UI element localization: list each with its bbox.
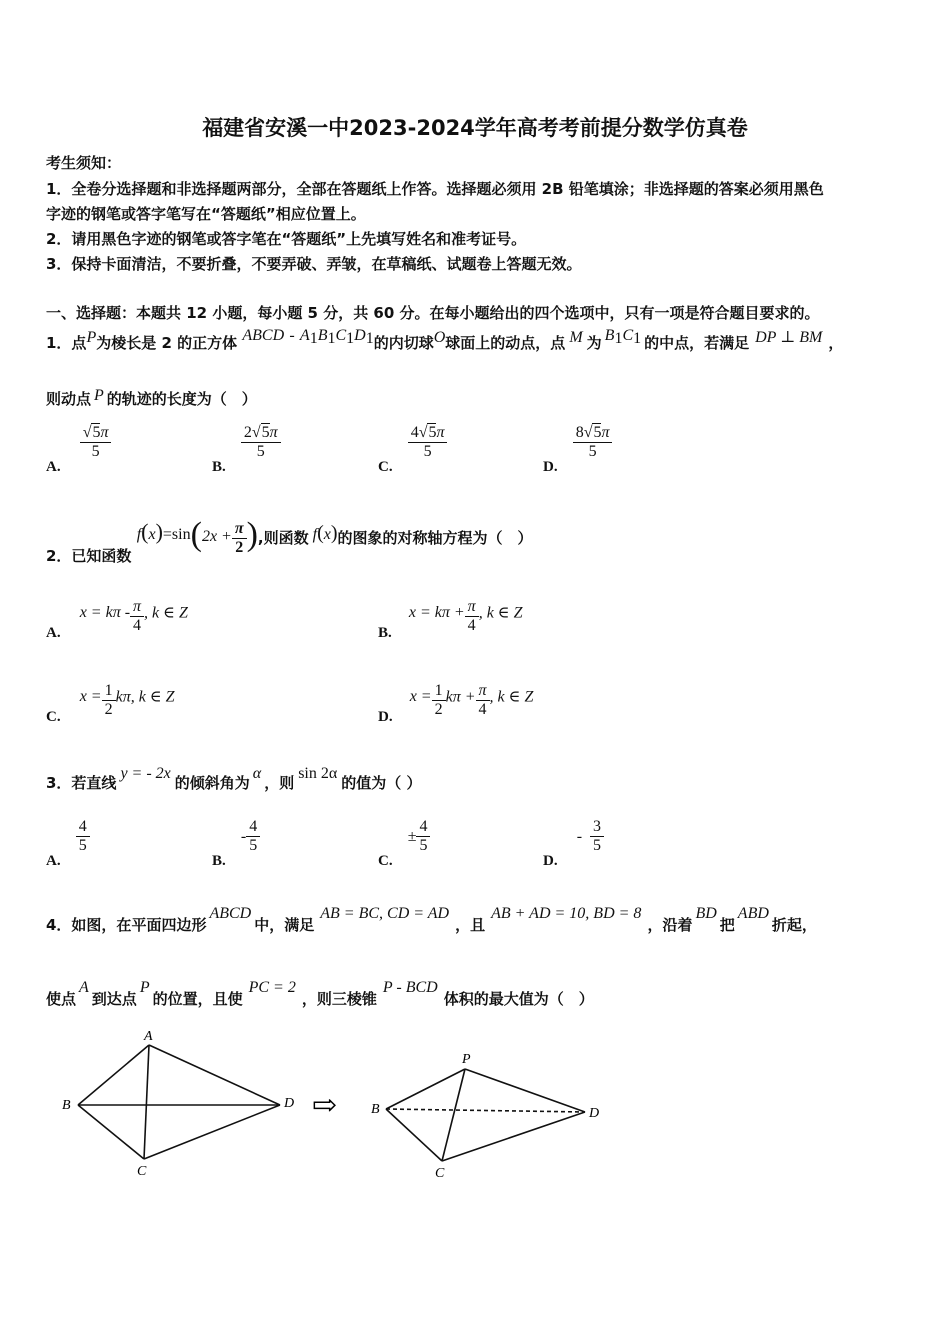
denominator: 5 — [78, 837, 87, 855]
section-heading: 一、选择题：本题共 12 小题，每小题 5 分，共 60 分。在每小题给出的四个选项中，只有一项是符合题目要求的。 — [46, 304, 820, 322]
q1-cube-abcd: ABCD — [242, 327, 285, 344]
arrow-icon: ⇨ — [312, 1089, 338, 1122]
q2-text: 的图象的对称轴方程为（ ） — [337, 529, 533, 547]
fraction — [432, 682, 446, 720]
denominator: 5 — [256, 443, 265, 461]
notice-line-2: 2．请用黑色字迹的钢笔或答字笔在“答题纸”上先填写姓名和准考证号。 — [46, 230, 527, 248]
q3-option-b[interactable] — [212, 818, 260, 870]
q4-bd: BD — [695, 905, 717, 922]
numerator: π — [467, 598, 476, 615]
radicand: 5 — [593, 424, 602, 441]
q3-text: 3．若直线 — [46, 774, 117, 792]
q4-abd: ABD — [737, 905, 769, 922]
q1-text: 为 — [586, 334, 602, 352]
q4-text: 中，满足 — [254, 916, 315, 934]
q4-figure — [40, 1025, 640, 1185]
q1-a1: A — [299, 327, 310, 344]
q1-option-a[interactable] — [46, 424, 111, 476]
denominator: 5 — [249, 837, 258, 855]
question-3 — [46, 762, 422, 792]
q1-condition: DP ⊥ BM — [755, 329, 823, 346]
numerator: 1 — [432, 682, 446, 701]
q2-option-c[interactable] — [46, 678, 175, 726]
sub: 1 — [365, 330, 374, 347]
question-1-line-2 — [46, 388, 257, 409]
option-label: C. — [378, 459, 393, 476]
edge-ad — [149, 1045, 280, 1105]
coef: 2 — [243, 424, 252, 441]
q3-text: 的倾斜角为 — [174, 774, 250, 792]
q3-sin: sin 2α — [298, 765, 338, 782]
coef: 8 — [575, 424, 584, 441]
denominator: 2 — [104, 701, 113, 719]
q1-text: 的内切球 — [373, 334, 434, 352]
q2-arg: 2x + — [201, 528, 232, 545]
q4-text: ，且 — [455, 916, 486, 934]
option-label: A. — [46, 625, 61, 642]
q2-x: x — [323, 526, 331, 543]
pi: π — [436, 424, 445, 441]
denominator: 5 — [593, 837, 602, 855]
q1-b1c1 — [604, 326, 642, 347]
label-b: B — [62, 1098, 71, 1113]
option-text: , k ∈ Z — [489, 688, 534, 706]
question-1-line-1 — [46, 327, 844, 356]
q2-f: f — [312, 526, 318, 543]
denominator: 5 — [423, 443, 432, 461]
option-text: , k ∈ Z — [478, 604, 523, 622]
pi: π — [100, 424, 109, 441]
edge-ac — [144, 1045, 149, 1159]
option-label: D. — [543, 459, 558, 476]
q1-option-c-value: $\frac{4√5\pi}{5}$ — [408, 424, 448, 462]
notice-heading: 考生须知： — [46, 154, 122, 172]
q1-text: 的中点，若满足 — [644, 334, 750, 352]
q1-text: 的轨迹的长度为（ ） — [106, 390, 257, 408]
q1-var-o: O — [433, 329, 446, 346]
q1-b: B — [604, 327, 615, 344]
notice-line-3: 3．保持卡面清洁，不要折叠，不要弄破、弄皱，在草稿纸、试题卷上答题无效。 — [46, 255, 582, 273]
question-4-line-2 — [46, 976, 594, 1008]
label-d: D — [284, 1096, 295, 1111]
edge-cd — [144, 1105, 280, 1159]
q4-condition-2: AB + AD = 10, BD = 8 — [491, 905, 642, 922]
q1-option-d-value: $\frac{8√5\pi}{5}$ — [573, 424, 613, 462]
q1-option-c[interactable] — [378, 424, 447, 476]
denominator: 2 — [434, 701, 443, 719]
edge-bd-hidden — [386, 1109, 585, 1112]
denominator: 5 — [419, 837, 428, 855]
q1-comma: ， — [828, 334, 844, 352]
q1-dash: - — [289, 327, 295, 344]
q4-text: ，沿着 — [647, 916, 693, 934]
option-text: kπ, k ∈ Z — [115, 688, 175, 706]
q2-text: ,则函数 — [257, 529, 309, 547]
question-4-line-1 — [46, 902, 817, 934]
sign: - — [576, 828, 583, 846]
q1-option-b-value: $\frac{2√5\pi}{5}$ — [241, 424, 281, 462]
fraction — [465, 598, 479, 636]
sub: 1 — [346, 330, 355, 347]
q3-option-c[interactable] — [378, 818, 430, 870]
q1-var-p: P — [94, 387, 104, 404]
edge-ab — [78, 1045, 149, 1105]
label-c: C — [137, 1164, 147, 1179]
q4-abcd: ABCD — [209, 905, 252, 922]
numerator: 4 — [76, 818, 90, 837]
q1-b1: B — [317, 327, 328, 344]
edge-pc — [442, 1069, 465, 1161]
option-label: A. — [46, 853, 61, 870]
label-b: B — [371, 1102, 380, 1117]
q4-text: 到达点 — [91, 990, 137, 1008]
q1-c1: C — [335, 327, 347, 344]
coef: 4 — [410, 424, 419, 441]
option-label: B. — [212, 853, 226, 870]
q1-option-b[interactable] — [212, 424, 281, 476]
fraction — [476, 682, 490, 720]
q3-option-d[interactable] — [543, 818, 604, 870]
q1-cube — [242, 326, 374, 347]
q4-text: 使点 — [46, 990, 77, 1008]
radicand: 5 — [92, 424, 101, 441]
q1-d1: D — [354, 327, 366, 344]
option-label: C. — [378, 853, 393, 870]
fraction — [76, 818, 90, 856]
option-label: D. — [378, 709, 393, 726]
radicand: 5 — [261, 424, 270, 441]
option-text: x = kπ - — [79, 604, 131, 622]
q3-alpha: α — [252, 765, 262, 782]
q3-text: 的值为（ ） — [341, 774, 422, 792]
numerator: π — [478, 682, 487, 699]
q4-condition-1: AB = BC, CD = AD — [320, 905, 450, 922]
option-text: x = — [79, 688, 102, 706]
q4-text: ，则三棱锥 — [301, 990, 377, 1008]
numerator: 4 — [416, 818, 430, 837]
option-label: A. — [46, 459, 61, 476]
numerator: π — [133, 598, 142, 615]
q4-pc: PC = 2 — [248, 979, 296, 996]
q4-a: A — [79, 979, 89, 996]
option-text: kπ + — [445, 688, 476, 706]
q3-line: y = - 2x — [120, 765, 171, 782]
sign: ± — [407, 828, 417, 846]
edge-pd — [465, 1069, 585, 1112]
pi: π — [601, 424, 610, 441]
q2-pi-over-2 — [232, 520, 247, 558]
edge-cd — [442, 1112, 585, 1161]
fraction — [102, 682, 116, 720]
sub: 1 — [614, 330, 623, 347]
numerator: 4 — [246, 818, 260, 837]
label-d: D — [589, 1106, 600, 1121]
q1-text: 球面上的动点，点 — [445, 334, 566, 352]
radicand: 5 — [428, 424, 437, 441]
q2-sin: =sin — [162, 526, 191, 543]
q1-option-d[interactable] — [543, 424, 612, 476]
label-a: A — [144, 1029, 153, 1044]
q4-text: 体积的最大值为（ ） — [443, 990, 594, 1008]
q4-text: 折起， — [771, 916, 817, 934]
q4-p: P — [139, 979, 150, 996]
figure-left-quadrilateral — [78, 1045, 280, 1159]
q1-var-p: P — [86, 329, 97, 346]
notice-line-1b: 字迹的钢笔或答字笔写在“答题纸”相应位置上。 — [46, 205, 366, 223]
edge-bc — [78, 1105, 144, 1159]
option-label: D. — [543, 853, 558, 870]
question-2: 2．已知函数 f(x)=sin(2x + $\frac{\pi}{2}$ ),则函数 f(x)的图象的对称轴方程为（ ） — [46, 516, 533, 565]
denominator: 4 — [478, 701, 487, 719]
fraction — [590, 818, 604, 856]
page-title: 福建省安溪一中2023-2024学年高考考前提分数学仿真卷 — [202, 116, 748, 140]
q3-option-a[interactable] — [46, 818, 90, 870]
q1-option-a-value: $\frac{√5\pi}{5}$ — [80, 424, 112, 462]
denominator: 4 — [467, 617, 476, 635]
q2-x: x — [148, 526, 156, 543]
option-text: x = kπ + — [408, 604, 465, 622]
notice-line-1: 1．全卷分选择题和非选择题两部分，全部在答题纸上作答。选择题必须用 2B 铅笔填涂；非选择题的答案必须用黑色 — [46, 180, 824, 198]
sign: - — [240, 828, 247, 846]
denominator: 2 — [235, 539, 244, 556]
sub: 1 — [327, 330, 336, 347]
sub: 1 — [309, 330, 318, 347]
sub: 1 — [633, 330, 642, 347]
q1-text: 则动点 — [46, 390, 92, 408]
q2-text: 2．已知函数 — [46, 547, 132, 565]
q2-f: f — [136, 526, 142, 543]
q2-option-b[interactable] — [378, 594, 523, 642]
numerator: 3 — [590, 818, 604, 837]
label-p: P — [462, 1052, 471, 1067]
q2-option-a[interactable] — [46, 594, 188, 642]
q1-text: 为棱长是 2 的正方体 — [96, 334, 238, 352]
fraction — [246, 818, 260, 856]
q1-var-m: M — [569, 329, 583, 346]
denominator: 4 — [133, 617, 142, 635]
q3-text: ，则 — [264, 774, 295, 792]
pi: π — [269, 424, 278, 441]
option-label: C. — [46, 709, 61, 726]
edge-bc — [386, 1109, 442, 1161]
figure-right-tetrahedron — [386, 1069, 585, 1161]
fraction — [130, 598, 144, 636]
fraction — [416, 818, 430, 856]
q1-text: 1．点 — [46, 334, 87, 352]
q4-text: 把 — [719, 916, 735, 934]
option-label: B. — [212, 459, 226, 476]
q1-c: C — [622, 327, 634, 344]
edge-pb — [386, 1069, 465, 1109]
option-text: x = — [409, 688, 432, 706]
q4-text: 4．如图，在平面四边形 — [46, 916, 207, 934]
denominator: 5 — [91, 443, 100, 461]
pi: π — [234, 519, 244, 537]
option-label: B. — [378, 625, 392, 642]
denominator: 5 — [588, 443, 597, 461]
numerator: 1 — [102, 682, 116, 701]
q2-option-d[interactable] — [378, 678, 534, 726]
q4-text: 的位置，且使 — [152, 990, 243, 1008]
option-text: , k ∈ Z — [144, 604, 188, 622]
label-c: C — [435, 1166, 445, 1181]
q4-tetrahedron: P - BCD — [382, 979, 438, 996]
